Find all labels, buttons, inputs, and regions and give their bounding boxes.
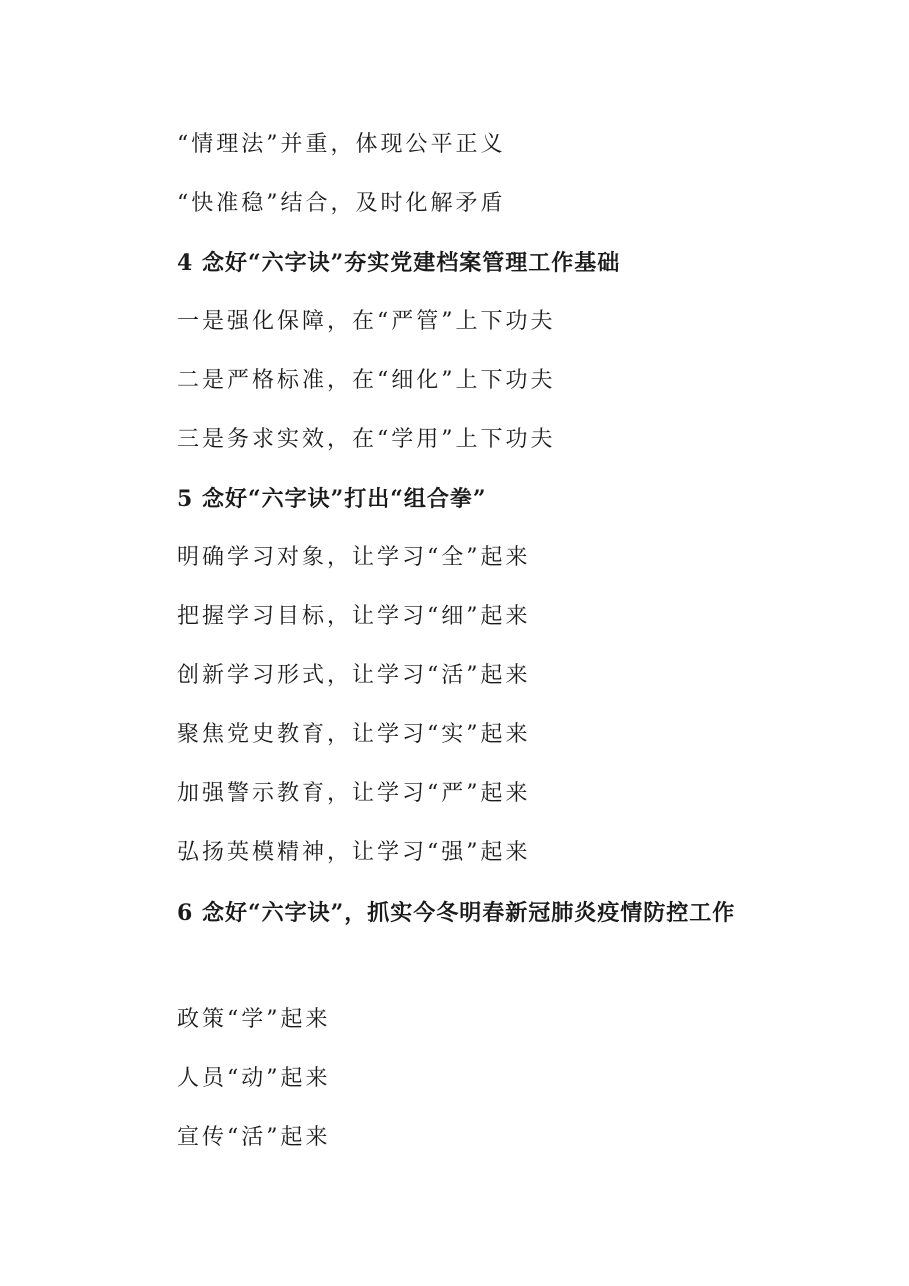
body-line: 政策“学”起来: [177, 1007, 331, 1032]
body-line: 创新学习形式，让学习“活”起来: [177, 663, 531, 688]
body-line: “情理法”并重，体现公平正义: [177, 132, 506, 157]
body-line: 三是务求实效，在“学用”上下功夫: [177, 427, 556, 452]
body-line: 二是严格标准，在“细化”上下功夫: [177, 368, 556, 393]
body-line: 人员“动”起来: [177, 1066, 331, 1091]
body-line: 弘扬英模精神，让学习“强”起来: [177, 840, 531, 865]
section-heading: 6 念好“六字诀”，抓实今冬明春新冠肺炎疫情防控工作: [177, 900, 736, 926]
body-line: 明确学习对象，让学习“全”起来: [177, 545, 531, 570]
body-line: “快准稳”结合，及时化解矛盾: [177, 191, 506, 216]
body-line: 宣传“活”起来: [177, 1125, 331, 1150]
body-line: 聚焦党史教育，让学习“实”起来: [177, 722, 531, 747]
section-heading: 4 念好“六字诀”夯实党建档案管理工作基础: [177, 250, 621, 276]
body-line: 加强警示教育，让学习“严”起来: [177, 781, 531, 806]
body-line: 把握学习目标，让学习“细”起来: [177, 604, 531, 629]
body-line: 一是强化保障，在“严管”上下功夫: [177, 309, 556, 334]
section-heading: 5 念好“六字诀”打出“组合拳”: [177, 486, 487, 512]
